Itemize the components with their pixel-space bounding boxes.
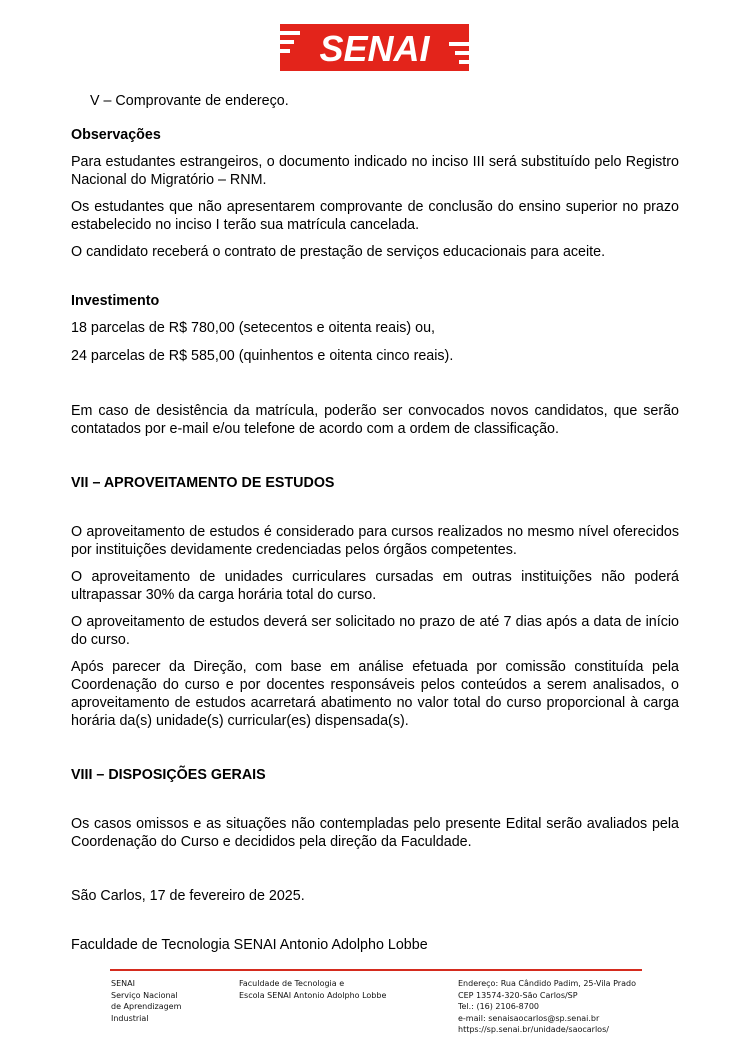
footer-cep: CEP 13574-320-São Carlos/SP — [458, 990, 578, 1000]
senai-logo — [280, 24, 469, 71]
secao-vii-p4: Após parecer da Direção, com base em análise efetuada por comissão constituída pela Coordenação do curso e por docentes responsáveis pelos conteúdos a serem analisados, o aproveitamento de estudos acarretará abatimento no valor total do curso proporcional à carga horária da(s) unidade(s) curricular(es) dispensada(s). — [71, 659, 679, 729]
investimento-line2: 24 parcelas de R$ 585,00 (quinhentos e oitenta cinco reais). — [71, 348, 454, 364]
secao-vii-p2: O aproveitamento de unidades curriculares cursadas em outras instituições não poderá ultrapassar 30% da carga horária total do curso. — [71, 569, 679, 603]
footer-school — [239, 978, 386, 1001]
observacoes-p3: O candidato receberá o contrato de prestação de serviços educacionais para aceite. — [71, 244, 606, 260]
observacoes-p1: Para estudantes estrangeiros, o documento indicado no inciso III será substituído pelo Registro Nacional do Migratório – RNM. — [71, 154, 679, 188]
secao-vii-p1: O aproveitamento de estudos é considerado para cursos realizados no mesmo nível oferecidos por instituições devidamente credenciadas pelos órgãos competentes. — [71, 524, 679, 558]
footer-org-line: SENAI — [111, 979, 135, 988]
footer-divider — [110, 969, 642, 971]
observacoes-p2: Os estudantes que não apresentarem comprovante de conclusão do ensino superior no prazo estabelecido no inciso I terão sua matrícula cancelada. — [71, 199, 679, 233]
investimento-line1: 18 parcelas de R$ 780,00 (setecentos e oitenta reais) ou, — [71, 320, 436, 336]
logo-text: SENAI — [319, 28, 430, 69]
footer-school-line: Faculdade de Tecnologia e — [239, 979, 345, 988]
secao-viii-heading: VIII – DISPOSIÇÕES GERAIS — [71, 767, 266, 783]
footer-email: e-mail: senaisaocarlos@sp.senai.br — [458, 1013, 600, 1023]
footer-org-line: Serviço Nacional — [111, 990, 178, 1000]
footer-contact — [458, 978, 636, 1036]
secao-vii-heading: VII – APROVEITAMENTO DE ESTUDOS — [71, 475, 335, 491]
secao-vii-p3: O aproveitamento de estudos deverá ser solicitado no prazo de até 7 dias após a data de início do curso. — [71, 614, 679, 648]
footer-url: https://sp.senai.br/unidade/saocarlos/ — [458, 1025, 609, 1035]
footer-school-line: Escola SENAI Antonio Adolpho Lobbe — [239, 990, 387, 1000]
investimento-heading: Investimento — [71, 293, 160, 309]
footer-address: Endereço: Rua Cândido Padim, 25-Vila Prado — [458, 979, 636, 988]
footer-phone: Tel.: (16) 2106-8700 — [458, 1002, 540, 1012]
local-data: São Carlos, 17 de fevereiro de 2025. — [71, 888, 305, 904]
footer-org-line: de Aprendizagem — [111, 1002, 182, 1012]
senai-logo-graphic — [280, 24, 469, 71]
observacoes-heading: Observações — [71, 127, 161, 143]
footer-org-line: Industrial — [111, 1013, 149, 1023]
assinatura: Faculdade de Tecnologia SENAI Antonio Adolpho Lobbe — [71, 937, 428, 953]
secao-viii-p1: Os casos omissos e as situações não contempladas pelo presente Edital serão avaliados pela Coordenação do Curso e decididos pela direção da Faculdade. — [71, 816, 679, 850]
desistencia-paragraph: Em caso de desistência da matrícula, poderão ser convocados novos candidatos, que serão contatados por e-mail e/ou telefone de acordo com a ordem de classificação. — [71, 403, 679, 437]
item-v: V – Comprovante de endereço. — [90, 93, 289, 109]
footer-org — [111, 978, 181, 1024]
